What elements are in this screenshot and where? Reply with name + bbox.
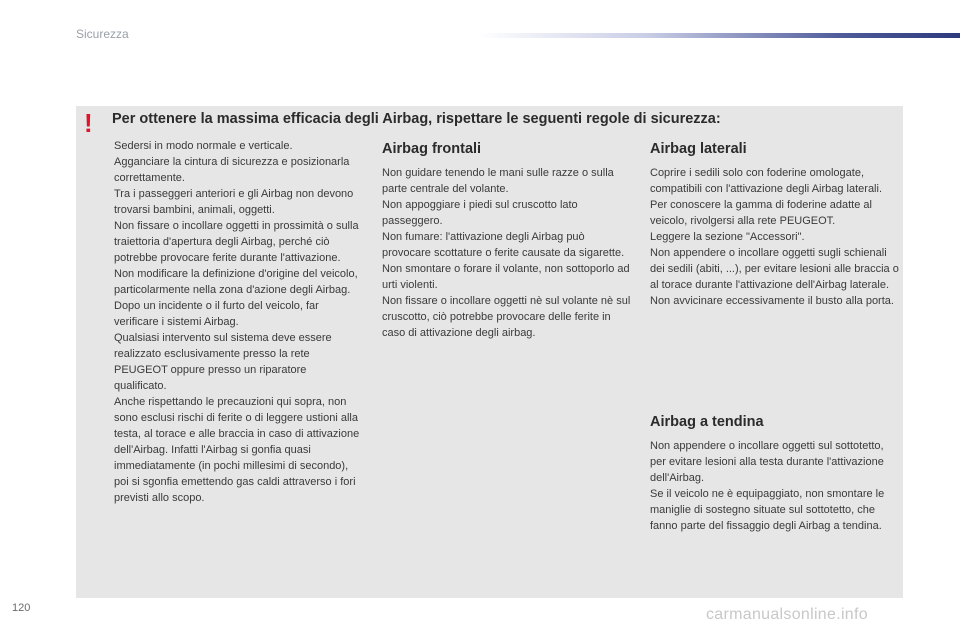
warning-icon: ! bbox=[84, 108, 93, 138]
paragraph: Non appendere o incollare oggetti sugli schienali dei sedili (abiti, ...), per evitare lesioni alle braccia o al torace durante l'attivazione dell'Airbag laterale. bbox=[650, 247, 899, 291]
paragraph: Non appoggiare i piedi sul cruscotto lato passeggero. bbox=[382, 199, 578, 227]
paragraph: Dopo un incidente o il furto del veicolo, far verificare i sistemi Airbag. bbox=[114, 300, 319, 328]
section-label: Sicurezza bbox=[76, 27, 129, 41]
paragraph: Qualsiasi intervento sul sistema deve essere realizzato esclusivamente presso la rete PEUGEOT oppure presso un riparatore qualificato. bbox=[114, 332, 332, 392]
paragraph: Non appendere o incollare oggetti sul sottotetto, per evitare lesioni alla testa durante l'attivazione dell'Airbag. bbox=[650, 440, 884, 484]
paragraph: Non avvicinare eccessivamente il busto alla porta. bbox=[650, 295, 894, 307]
paragraph: Leggere la sezione "Accessori". bbox=[650, 231, 805, 243]
side-airbag-heading: Airbag laterali bbox=[650, 141, 747, 157]
paragraph: Non fissare o incollare oggetti in prossimità o sulla traiettoria d'apertura degli Airbag, perché ciò potrebbe provocare ferite durante l'attivazione. bbox=[114, 220, 359, 264]
paragraph: Non smontare o forare il volante, non sottoporlo ad urti violenti. bbox=[382, 263, 630, 291]
curtain-airbag-heading: Airbag a tendina bbox=[650, 414, 764, 430]
curtain-airbag-column bbox=[650, 413, 902, 534]
front-airbag-heading: Airbag frontali bbox=[382, 141, 482, 157]
paragraph: Non guidare tenendo le mani sulle razze o sulla parte centrale del volante. bbox=[382, 167, 614, 195]
header-gradient-bar bbox=[478, 33, 960, 38]
paragraph: Agganciare la cintura di sicurezza e posizionarla correttamente. bbox=[114, 156, 350, 184]
paragraph: Tra i passeggeri anteriori e gli Airbag non devono trovarsi bambini, animali, oggetti. bbox=[114, 188, 354, 216]
paragraph: Non fumare: l'attivazione degli Airbag può provocare scottature o ferite causate da sigarette. bbox=[382, 231, 625, 259]
panel-title: Per ottenere la massima efficacia degli Airbag, rispettare le seguenti regole di sicurezza: bbox=[112, 111, 721, 127]
side-airbag-column bbox=[650, 140, 900, 309]
paragraph: Non modificare la definizione d'origine del veicolo, particolarmente nella zona d'azione degli Airbag. bbox=[114, 268, 358, 296]
paragraph: Anche rispettando le precauzioni qui sopra, non sono esclusi rischi di ferite o di leggere ustioni alla testa, al torace e alle braccia in caso di attivazione dell'Airbag. Infatti l'Airbag si gonfia quasi immediatamente (in pochi millesimi di secondo), poi si sgonfia emettendo gas caldi attraverso i fori previsti allo scopo. bbox=[114, 396, 360, 504]
watermark: carmanualsonline.info bbox=[706, 606, 868, 623]
paragraph: Se il veicolo ne è equipaggiato, non smontare le maniglie di sostegno situate sul sottotetto, che fanno parte del fissaggio degli Airbag a tendina. bbox=[650, 488, 885, 532]
paragraph: Sedersi in modo normale e verticale. bbox=[114, 140, 293, 152]
paragraph: Non fissare o incollare oggetti nè sul volante nè sul cruscotto, ciò potrebbe provocare delle ferite in caso di attivazione degli airbag. bbox=[382, 295, 631, 339]
paragraph: Coprire i sedili solo con foderine omologate, compatibili con l'attivazione degli Airbag laterali. Per conoscere la gamma di foderine adatte al veicolo, rivolgersi alla rete PEUGEOT. bbox=[650, 167, 883, 227]
page-number: 120 bbox=[12, 602, 31, 614]
general-rules-column bbox=[114, 138, 360, 506]
front-airbag-column bbox=[382, 140, 632, 341]
